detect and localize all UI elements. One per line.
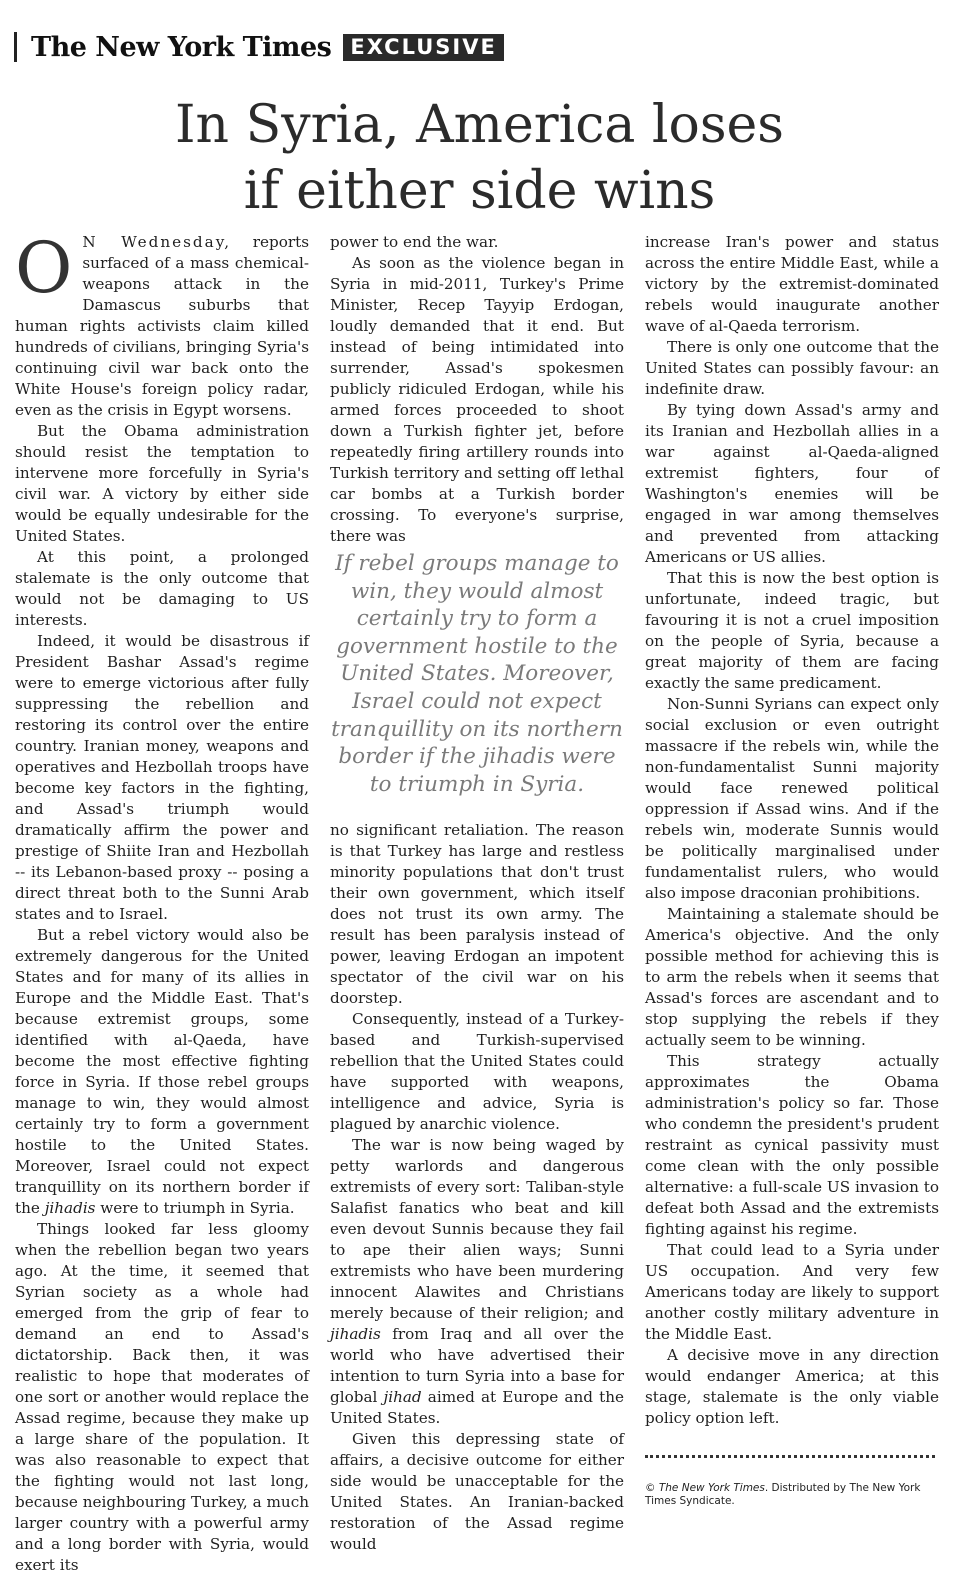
article-paragraph [15, 227, 309, 421]
headline [0, 92, 959, 224]
paragraph-text: from Iraq and all over the world who have advertised their intention to turn Syria into a base for global [330, 1325, 624, 1406]
article-paragraph: Maintaining a stalemate should be America's objective. And the only possible method for achieving this is to arm the rebels when it seems that Assad's forces are ascendant and to stop supplying the rebels if they actually seem to be winning. [645, 905, 939, 1049]
credit-text: . Distributed by The New York Times Syndicate. [645, 1482, 921, 1507]
paragraph-text: were to triumph in Syria. [95, 1199, 295, 1217]
article-paragraph: But the Obama administration should resist the temptation to intervene more forcefully in Syria's civil war. A victory by either side would be equally undesirable for the United States. [15, 422, 309, 545]
article-paragraph: At this point, a prolonged stalemate is the only outcome that would not be damaging to US interests. [15, 548, 309, 629]
masthead [14, 30, 504, 64]
article-paragraph [15, 925, 309, 1219]
masthead-rule [14, 32, 17, 62]
headline-line-2: if either side wins [243, 161, 716, 221]
article-column-1 [15, 227, 309, 1576]
lead-in: N Wednesday, [82, 233, 232, 251]
article-paragraph: That could lead to a Syria under US occupation. And very few Americans today are likely to support another costly military adventure in the Middle East. [645, 1241, 939, 1343]
article-paragraph: By tying down Assad's army and its Iranian and Hezbollah allies in a war against al-Qaeda-aligned extremist fighters, four of Washington's enemies will be engaged in war among themselves and prevented from attacking Americans or US allies. [645, 401, 939, 566]
drop-cap: O [15, 227, 73, 309]
article-paragraph: Non-Sunni Syrians can expect only social exclusion or even outright massacre if the rebels win, while the non-fundamentalist Sunni majority would face renewed political oppression if Assad wins. And if the rebels win, moderate Sunnis would be politically marginalised under fundamentalist rulers, who would also impose draconian prohibitions. [645, 695, 939, 902]
article-column-3 [645, 232, 939, 1429]
exclusive-badge: EXCLUSIVE [343, 34, 503, 61]
dotted-divider [645, 1455, 935, 1458]
article-paragraph: As soon as the violence began in Syria in mid-2011, Turkey's Prime Minister, Recep Tayyip Erdogan, loudly demanded that it end. But instead of being intimidated into surrender, Assad's spokesmen publicly ridiculed Erdogan, while his armed forces proceeded to shoot down a Turkish fighter jet, before repeatedly firing artillery rounds into Turkish territory and setting off lethal car bombs at a Turkish border crossing. To everyone's surprise, there was [330, 254, 624, 545]
article-paragraph: Indeed, it would be disastrous if President Bashar Assad's regime were to emerge victorious after fully suppressing the rebellion and restoring its control over the entire country. Iranian money, weapons and operatives and Hezbollah troops have become key factors in the fighting, and Assad's triumph would dramatically affirm the power and prestige of Shiite Iran and Hezbollah -- its Lebanon-based proxy -- posing a direct threat both to the Sunni Arab states and to Israel. [15, 632, 309, 923]
headline-line-1: In Syria, America loses [175, 95, 784, 155]
italic-term: jihadis [44, 1199, 96, 1217]
paragraph-text: reports surfaced of a mass chemical-weapons attack in the Damascus suburbs that human rights activists claim killed hundreds of civilians, bringing Syria's continuing civil war back onto the White House's foreign policy radar, even as the crisis in Egypt worsens. [15, 233, 309, 419]
article-paragraph: no significant retaliation. The reason is that Turkey has large and restless minority populations that don't trust their own government, which itself does not trust its own army. The result has been paralysis instead of power, leaving Erdogan an impotent spectator of the civil war on his doorstep. [330, 821, 624, 1007]
paragraph-text: But a rebel victory would also be extremely dangerous for the United States and for many of its allies in Europe and the Middle East. That's because extremist groups, some identified with al-Qaeda, have become the most effective fighting force in Syria. If those rebel groups manage to win, they would almost certainly try to form a government hostile to the United States. Moreover, Israel could not expect tranquillity on its northern border if the [15, 926, 309, 1217]
article-paragraph: This strategy actually approximates the Obama administration's policy so far. Those who condemn the president's prudent restraint as cynical passivity must come clean with the only possible alternative: a full-scale US invasion to defeat both Assad and the extremists fighting against his regime. [645, 1052, 939, 1238]
italic-term: jihad [383, 1388, 422, 1406]
newspaper-logo: The New York Times [31, 31, 332, 63]
credit-source: The New York Times [658, 1482, 765, 1494]
article-paragraph: A decisive move in any direction would endanger America; at this stage, stalemate is the only viable policy option left. [645, 1346, 939, 1427]
paragraph-text: The war is now being waged by petty warlords and dangerous extremists of every sort: Taliban-style Salafist fanatics who beat and kill even devout Sunnis because they fail to ape their alien ways; Sunni extremists who have been murdering innocent Alawites and Christians merely because of their religion; and [330, 1136, 624, 1322]
paragraph-text: aimed at Europe and the United States. [330, 1388, 625, 1427]
article-paragraph: There is only one outcome that the United States can possibly favour: an indefinite draw. [645, 338, 939, 398]
article-column-2-top [330, 232, 624, 547]
article-paragraph: Consequently, instead of a Turkey-based and Turkish-supervised rebellion that the United States could have supported with weapons, intelligence and advice, Syria is plagued by anarchic violence. [330, 1010, 624, 1133]
article-column-2-bottom [330, 820, 624, 1555]
article-paragraph: Things looked far less gloomy when the rebellion began two years ago. At the time, it seemed that Syrian society as a whole had emerged from the grip of fear to demand an end to Assad's dictatorship. Back then, it was realistic to hope that moderates of one sort or another would replace the Assad regime, because they make up a large share of the population. It was also reasonable to expect that the fighting would not last long, because neighbouring Turkey, a much larger country with a powerful army and a long border with Syria, would exert its [15, 1220, 309, 1574]
article-paragraph: That this is now the best option is unfortunate, indeed tragic, but favouring it is not a cruel imposition on the people of Syria, because a great majority of them are facing exactly the same predicament. [645, 569, 939, 692]
pull-quote: If rebel groups manage to win, they would almost certainly try to form a government hostile to the United States. Moreover, Israel could not expect tranquillity on its northern border if the jihadis were to triumph in Syria. [331, 551, 623, 797]
article-paragraph [330, 1135, 624, 1429]
italic-term: jihadis [330, 1325, 381, 1343]
article-paragraph: power to end the war. [330, 233, 499, 251]
article-paragraph: Given this depressing state of affairs, a decisive outcome for either side would be unacceptable for the United States. An Iranian-backed restoration of the Assad regime would [330, 1430, 624, 1553]
syndication-credit [645, 1482, 945, 1508]
article-paragraph: increase Iran's power and status across the entire Middle East, while a victory by the extremist-dominated rebels would inaugurate another wave of al-Qaeda terrorism. [645, 233, 939, 335]
copyright-symbol: © [645, 1482, 656, 1494]
